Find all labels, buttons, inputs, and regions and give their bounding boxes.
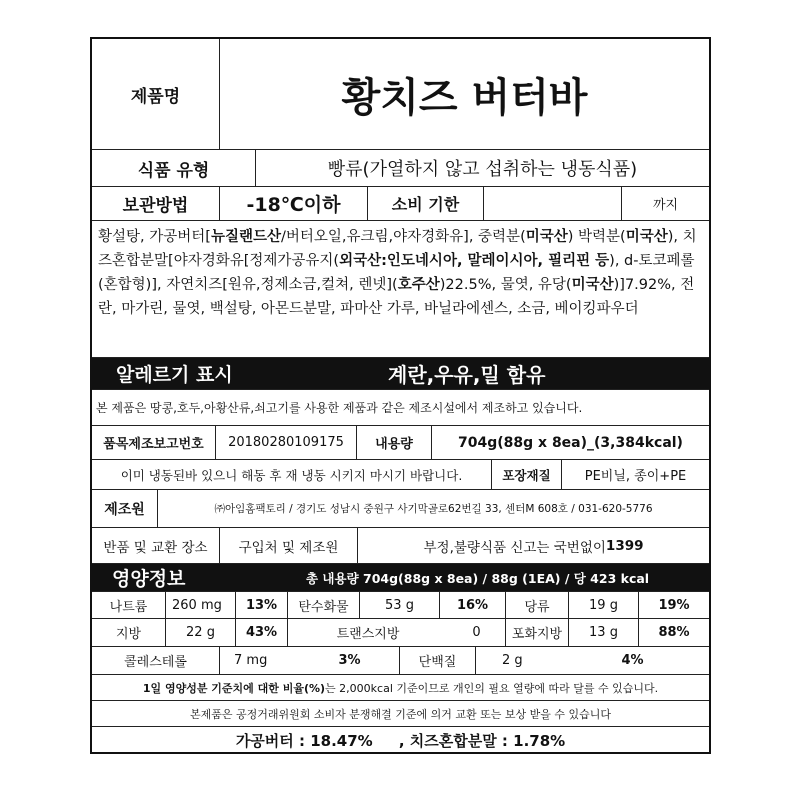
allergy-label: 알레르기 표시 bbox=[116, 364, 233, 386]
ingredient-segment: 황설탕, 가공버터[ bbox=[98, 229, 211, 245]
product-name-label: 제품명 bbox=[92, 39, 220, 149]
nutrition-row-2 bbox=[92, 619, 709, 647]
ingredient-segment: 미국산 bbox=[625, 229, 668, 245]
ingredient-segment: )22.5%, 물엿, 유당( bbox=[439, 277, 572, 293]
nutrient-amount: 22 g bbox=[166, 619, 236, 646]
disclaimer-row bbox=[92, 701, 709, 727]
footer bbox=[92, 727, 709, 754]
nutrient-percent: 13% bbox=[236, 592, 288, 618]
report-label: 품목제조보고번호 bbox=[92, 426, 216, 459]
content-label: 내용량 bbox=[357, 426, 432, 459]
nutrition-row-1 bbox=[92, 592, 709, 619]
exchange-place: 구입처 및 제조원 bbox=[220, 528, 358, 563]
nutrition-row-3 bbox=[92, 647, 709, 675]
nutrition-footnote bbox=[92, 675, 709, 700]
nutrient-percent: 16% bbox=[440, 592, 506, 618]
ingredient-segment: )]7.92%, 전란, 마가린, 물엿, 백설탕, 아몬드분말, 파마산 가루, 바닐라에센스, 소금, 베이킹파우더 bbox=[98, 277, 695, 317]
ingredient-segment: 외국산:인도네시아, 말레이시아, 필리핀 등 bbox=[339, 253, 610, 269]
nutrient-percent: 19% bbox=[658, 597, 690, 613]
product-name-row bbox=[92, 39, 709, 150]
nutrient-percent: 4% bbox=[621, 653, 644, 668]
footnote-rest: 는 2,000kcal 기준이므로 개인의 필요 열량에 따라 달를 수 있습니다. bbox=[325, 681, 659, 695]
ingredient-segment: ), 치즈혼합분말[야자경화유[정제가공유지( bbox=[98, 229, 697, 269]
expiry-suffix: 까지 bbox=[652, 198, 679, 213]
nutrient-amount: 53 g bbox=[360, 592, 440, 618]
maker-row bbox=[92, 490, 709, 528]
packaging-value: PE비닐, 종이+PE bbox=[584, 469, 687, 484]
nutrition-title: 영양정보 bbox=[112, 568, 186, 590]
nutrient-amount: 260 mg bbox=[166, 592, 236, 618]
report-hotline-number: 1399 bbox=[605, 537, 644, 554]
footer-row bbox=[92, 727, 709, 754]
allergy-notice: 본 제품은 땅콩,호두,아황산류,쇠고기를 사용한 제품과 같은 제조시설에서 제조하고 있습니다. bbox=[96, 401, 583, 415]
exchange-row bbox=[92, 528, 709, 564]
maker-value: ㈜아임홈팩토리 / 경기도 성남시 중원구 사기막골로62번길 33, 센터M 608호 / 031-620-5776 bbox=[214, 503, 653, 515]
thaw-row bbox=[92, 460, 709, 490]
maker-label: 제조원 bbox=[92, 490, 158, 527]
food-type-label: 식품 유형 bbox=[92, 150, 256, 186]
expiry-date bbox=[484, 187, 622, 220]
nutrition-summary: 총 내용량 704g(88g x 8ea) / 88g (1EA) / 당 423 kcal bbox=[306, 570, 650, 586]
nutrient-name: 탄수화물 bbox=[288, 592, 360, 618]
report-row bbox=[92, 426, 709, 460]
thaw-notice: 이미 냉동된바 있으니 해동 후 재 냉동 시키지 마시기 바랍니다. bbox=[92, 460, 492, 489]
nutrient-name: 당류 bbox=[506, 592, 569, 618]
nutrient-name: 트랜스지방 bbox=[336, 627, 400, 642]
nutrient-amount: 7 mg bbox=[234, 653, 268, 668]
ingredient-segment: 뉴질랜드산 bbox=[210, 229, 281, 245]
product-name: 황치즈 버터바 bbox=[341, 74, 588, 121]
packaging-label: 포장재질 bbox=[492, 460, 562, 489]
nutrient-percent: 3% bbox=[300, 647, 400, 674]
food-type-value: 빵류(가열하지 않고 섭취하는 냉동식품) bbox=[327, 159, 638, 180]
disclaimer: 본제품은 공정거래위원회 소비자 분쟁해결 기준에 의거 교환 또는 보상 받을 수 있습니다 bbox=[190, 707, 611, 721]
butter-percent: 가공버터 : 18.47% bbox=[235, 732, 373, 750]
ingredient-segment: 미국산 bbox=[571, 277, 614, 293]
allergy-notice-row bbox=[92, 390, 709, 426]
ingredient-segment: ), d-토코페롤(혼합형)], 자연치즈[원유,정제소금,컬쳐, 렌넷]( bbox=[98, 253, 695, 293]
allergy-row bbox=[92, 358, 709, 390]
nutrient-amount: 13 g bbox=[569, 619, 639, 646]
nutrient-name: 단백질 bbox=[400, 647, 476, 674]
ingredient-segment: 미국산 bbox=[525, 229, 568, 245]
footnote-bold: 1일 영양성분 기준치에 대한 비율(%) bbox=[142, 681, 326, 695]
nutrient-name: 포화지방 bbox=[506, 619, 569, 646]
food-label bbox=[90, 37, 711, 754]
nutrient-name: 지방 bbox=[92, 619, 166, 646]
nutrient-percent: 43% bbox=[236, 619, 288, 646]
ingredient-segment: 호주산 bbox=[397, 277, 440, 293]
report-hotline-text: 부정,불량식품 신고는 국번없이 bbox=[423, 539, 606, 556]
food-type-row bbox=[92, 150, 709, 187]
exchange-label: 반품 및 교환 장소 bbox=[92, 528, 220, 563]
storage-row bbox=[92, 187, 709, 221]
expiry-label: 소비 기한 bbox=[368, 187, 484, 220]
report-number: 20180280109175 bbox=[216, 426, 357, 459]
nutrient-amount: 19 g bbox=[569, 592, 639, 618]
nutrition-footnote-row bbox=[92, 675, 709, 701]
ingredients bbox=[92, 221, 709, 358]
nutrient-percent: 0 bbox=[448, 619, 506, 646]
storage-value: -18℃이하 bbox=[220, 187, 368, 220]
allergy-value: 계란,우유,밀 함유 bbox=[388, 363, 546, 387]
nutrient-name: 나트륨 bbox=[92, 592, 166, 618]
cheese-percent: , 치즈혼합분말 : 1.78% bbox=[398, 732, 566, 750]
nutrient-name: 콜레스테롤 bbox=[92, 647, 220, 674]
nutrition-header bbox=[92, 564, 709, 592]
ingredient-segment: ) 박력분( bbox=[567, 229, 626, 245]
storage-label: 보관방법 bbox=[92, 187, 220, 220]
ingredient-segment: /버터오일,유크림,야자경화유], 중력분( bbox=[280, 229, 526, 245]
report-hotline bbox=[358, 528, 709, 563]
nutrient-percent: 88% bbox=[658, 625, 690, 640]
content-value: 704g(88g x 8ea)_(3,384kcal) bbox=[458, 434, 683, 451]
nutrient-amount: 2 g bbox=[502, 653, 523, 668]
